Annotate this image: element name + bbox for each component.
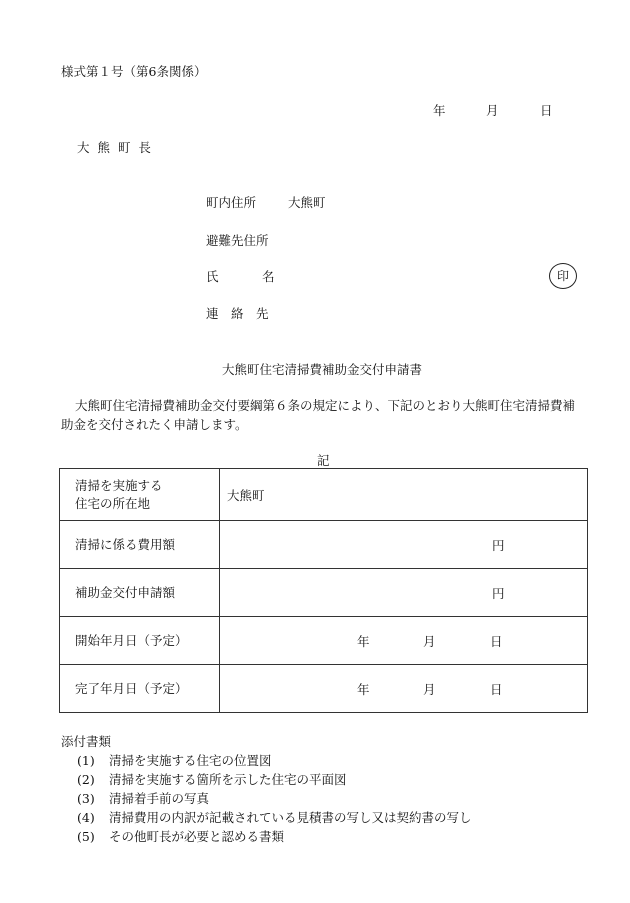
attachments (61, 732, 472, 846)
list-item (61, 789, 472, 808)
evac-address-label: 避難先住所 (206, 233, 269, 248)
list-item (61, 808, 472, 827)
addressee: 大 熊 町 長 (77, 140, 153, 155)
cost-label: 清掃に係る費用額 (60, 521, 220, 569)
item-number: (2) (77, 772, 95, 787)
table-row (60, 569, 588, 617)
table-row (60, 665, 588, 713)
cost-value-cell (220, 521, 588, 569)
table-row (60, 521, 588, 569)
start-date-cell (220, 617, 588, 665)
item-text: 清掃費用の内訳が記載されている見積書の写し又は契約書の写し (109, 810, 472, 825)
location-label-line2: 住宅の所在地 (75, 495, 151, 511)
location-label (60, 469, 220, 521)
table-row (60, 617, 588, 665)
list-item (61, 827, 472, 846)
date-year: 年 (433, 103, 446, 118)
item-text: 清掃を実施する住宅の位置図 (109, 753, 272, 768)
end-year: 年 (357, 681, 370, 697)
address-label: 町内住所 (206, 195, 257, 210)
application-table (59, 468, 588, 713)
name-label-1: 氏 (206, 269, 219, 284)
document-title: 大熊町住宅清掃費補助金交付申請書 (222, 362, 423, 377)
table-row (60, 469, 588, 521)
body-text: 大熊町住宅清掃費補助金交付要綱第６条の規定により、下記のとおり大熊町住宅清掃費補助金を交付されたく申請します。 (61, 398, 576, 432)
item-number: (5) (77, 829, 95, 844)
seal-mark: 印 (549, 263, 577, 289)
item-text: 清掃着手前の写真 (109, 791, 210, 806)
location-label-line1: 清掃を実施する (75, 477, 163, 493)
date-month: 月 (486, 103, 499, 118)
end-day: 日 (490, 681, 503, 697)
end-month: 月 (423, 681, 436, 697)
end-date-cell (220, 665, 588, 713)
ki-mark: 記 (317, 453, 330, 468)
end-date-label: 完了年月日（予定） (60, 665, 220, 713)
request-amount-label: 補助金交付申請額 (60, 569, 220, 617)
attachments-heading: 添付書類 (61, 734, 112, 749)
start-month: 月 (423, 633, 436, 649)
cost-unit: 円 (492, 537, 505, 553)
location-value-cell (220, 469, 588, 521)
address-value: 大熊町 (288, 195, 326, 210)
date-day: 日 (540, 103, 553, 118)
item-number: (1) (77, 753, 95, 768)
item-text: 清掃を実施する箇所を示した住宅の平面図 (109, 772, 347, 787)
item-number: (4) (77, 810, 95, 825)
item-text: その他町長が必要と認める書類 (109, 829, 285, 844)
form-id: 様式第１号（第6条関係） (61, 64, 207, 79)
location-value: 大熊町 (227, 487, 265, 503)
item-number: (3) (77, 791, 95, 806)
start-year: 年 (357, 633, 370, 649)
name-label-2: 名 (262, 269, 275, 284)
request-amount-cell (220, 569, 588, 617)
request-amount-unit: 円 (492, 585, 505, 601)
list-item (61, 770, 472, 789)
start-date-label: 開始年月日（予定） (60, 617, 220, 665)
start-day: 日 (490, 633, 503, 649)
contact-label: 連 絡 先 (206, 306, 269, 321)
list-item (61, 751, 472, 770)
